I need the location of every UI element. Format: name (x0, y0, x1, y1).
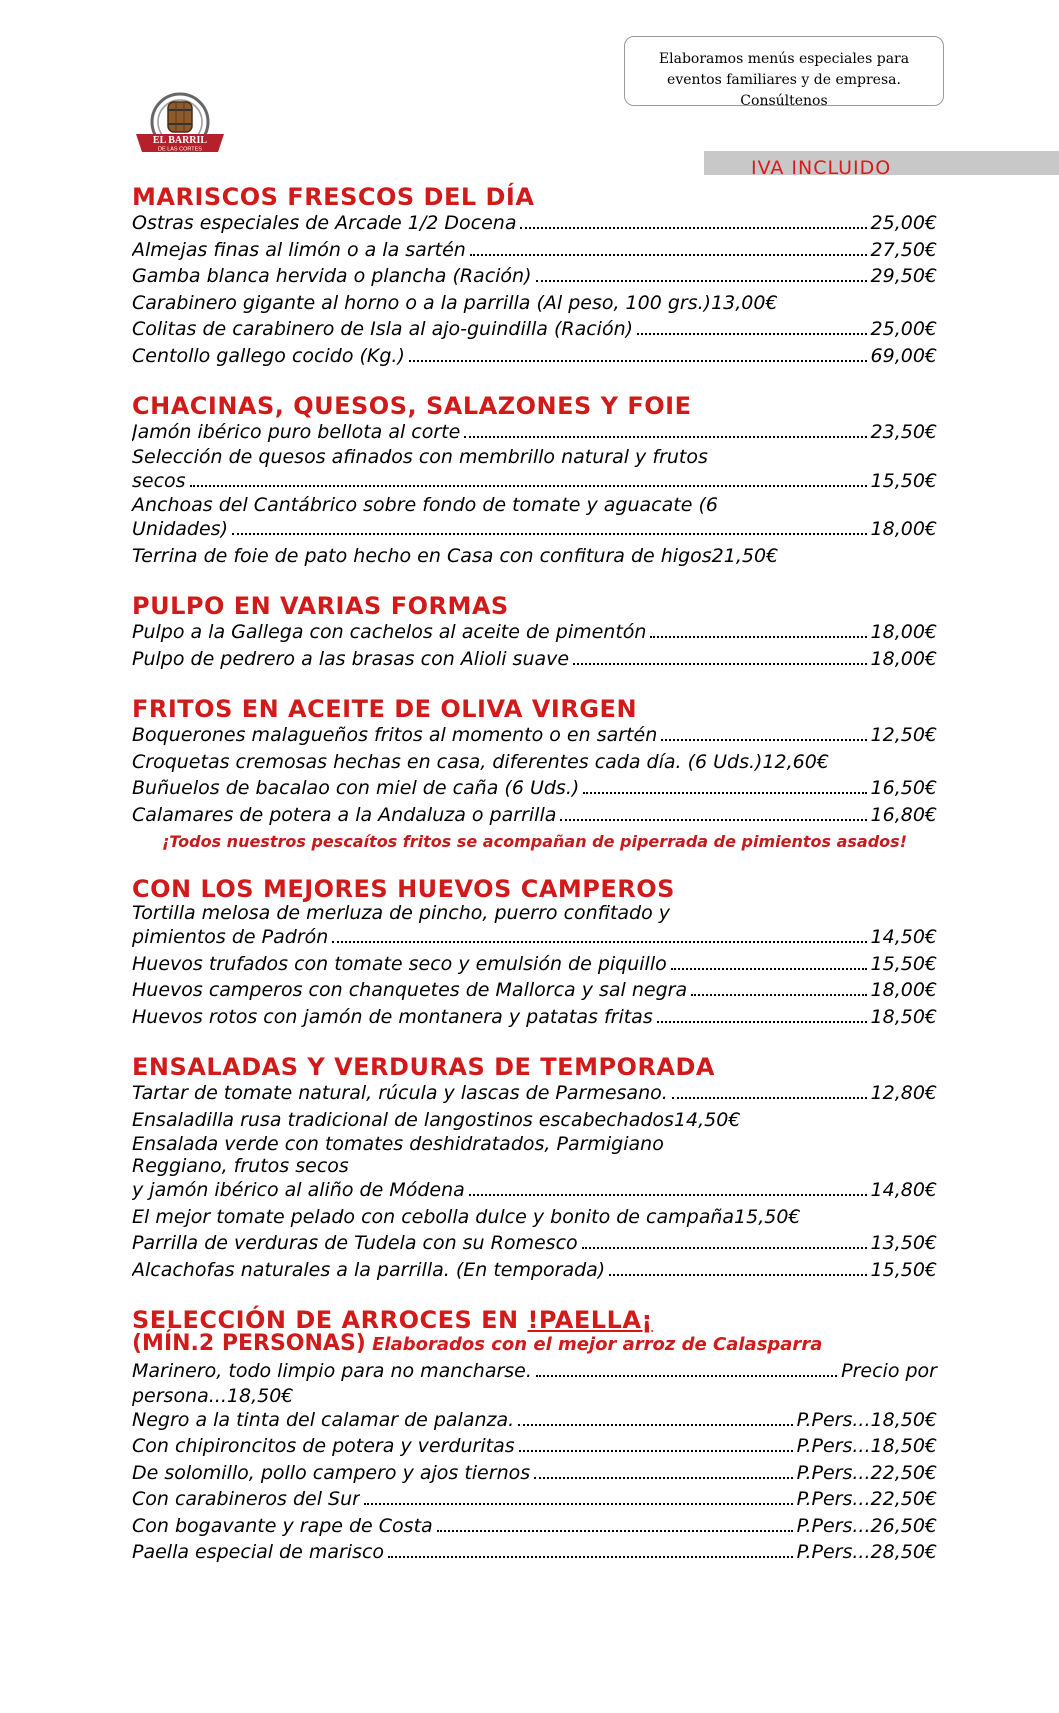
menu-item (132, 722, 937, 749)
menu-item (132, 1460, 937, 1487)
item-line: persona...18,50€ (132, 1384, 294, 1407)
item-name: Terrina de foie de pato hecho en Casa con confitura de higos (132, 544, 712, 567)
dot-leader (409, 360, 867, 362)
item-name: y jamón ibérico al aliño de Módena (132, 1179, 465, 1201)
menu-item (132, 619, 937, 646)
item-name: Tartar de tomate natural, rúcula y lascas de Parmesano. (132, 1082, 668, 1104)
dot-leader (388, 1556, 793, 1558)
menu-body (132, 184, 1032, 1590)
item-name: Paella especial de marisco (132, 1541, 385, 1563)
rice-origin: Elaborados con el mejor arroz de Calasparra (365, 1334, 823, 1355)
item-name: Boquerones malagueños fritos al momento o en sartén (132, 724, 658, 746)
dot-leader (573, 663, 866, 665)
menu-item (132, 237, 937, 264)
item-name: secos (132, 469, 186, 492)
title-prefix: SELECCIÓN DE ARROCES EN (132, 1306, 528, 1334)
menu-item (132, 210, 937, 237)
item-name: Huevos camperos con chanquetes de Mallorca y sal negra (132, 979, 688, 1001)
item-price: 18,50€ (870, 1005, 937, 1028)
item-price: 15,50€ (870, 469, 937, 492)
item-price: 25,00€ (870, 318, 937, 340)
item-price: 27,50€ (870, 238, 937, 261)
menu-item (132, 1177, 937, 1204)
section-mariscos (132, 184, 1032, 369)
notice-line-3: Consúltenos (740, 93, 828, 106)
item-line: Reggiano, frutos secos (132, 1155, 349, 1177)
dot-leader (364, 1503, 793, 1505)
menu-item (132, 1004, 937, 1031)
item-price: 18,00€ (870, 518, 937, 540)
item-line: Anchoas del Cantábrico sobre fondo de tomate y aguacate (6 (132, 494, 718, 516)
menu-item (132, 290, 1012, 317)
menu-item (132, 1513, 937, 1540)
item-name: Con bogavante y rape de Costa (132, 1514, 433, 1537)
menu-item (132, 1433, 937, 1460)
item-price: 13,50€ (870, 1232, 937, 1254)
item-name: De solomillo, pollo campero y ajos tiernos (132, 1461, 531, 1484)
section-title: MARISCOS FRESCOS DEL DÍA (132, 183, 535, 211)
menu-item (132, 1407, 937, 1434)
dot-leader (520, 227, 866, 229)
item-name: Jamón ibérico puro bellota al corte (132, 421, 461, 443)
dot-leader (332, 941, 866, 943)
fried-fish-note: ¡Todos nuestros pescaítos fritos se acompañan de piperrada de pimientos asados! (162, 832, 907, 851)
item-name: Buñuelos de bacalao con miel de caña (6 Uds.) (132, 777, 580, 799)
item-name: Negro a la tinta del calamar de palanza. (132, 1408, 515, 1431)
item-price: 14,50€ (870, 926, 937, 948)
menu-item (132, 802, 937, 829)
item-price: 15,50€ (734, 1205, 801, 1228)
item-name: Gamba blanca hervida o plancha (Ración) (132, 265, 532, 287)
section-title: ENSALADAS Y VERDURAS DE TEMPORADA (132, 1053, 715, 1081)
item-name: Calamares de potera a la Andaluza o parrilla (132, 803, 557, 826)
dot-leader (470, 254, 867, 256)
item-line: Tortilla melosa de merluza de pincho, puerro confitado y (132, 902, 671, 924)
item-price: P.Pers...28,50€ (796, 1541, 937, 1563)
menu-item (132, 516, 937, 543)
item-name: Marinero, todo limpio para no mancharse. (132, 1360, 532, 1382)
barrel-logo-icon (130, 90, 230, 160)
item-price: P.Pers...22,50€ (796, 1461, 937, 1484)
section-huevos (132, 876, 1032, 1030)
item-name: Ensaladilla rusa tradicional de langostinos escabechados (132, 1108, 674, 1131)
logo-text-2: DE LAS CORTES (158, 146, 202, 153)
item-name: pimientos de Padrón (132, 926, 329, 948)
item-price: 13,00€ (711, 291, 778, 314)
dot-leader (637, 333, 866, 335)
item-price: 16,50€ (870, 777, 937, 799)
item-price: 12,80€ (870, 1082, 937, 1104)
iva-banner (704, 151, 1059, 175)
menu-item (132, 468, 937, 495)
min-persons: (MÍN.2 PERSONAS) (132, 1331, 366, 1356)
dot-leader (469, 1194, 867, 1196)
title-paella: !PAELLA¡ (527, 1306, 653, 1334)
item-price: 18,00€ (870, 621, 937, 643)
item-name: Con carabineros del Sur (132, 1488, 360, 1510)
item-price: 16,80€ (870, 803, 937, 826)
dot-leader (536, 1375, 837, 1377)
dot-leader (657, 1021, 867, 1023)
dot-leader (519, 1450, 793, 1452)
item-price: 25,00€ (870, 212, 937, 234)
item-name: Parrilla de verduras de Tudela con su Romesco (132, 1232, 578, 1254)
item-price: 12,60€ (762, 750, 829, 773)
menu-item (132, 343, 937, 370)
item-name: Pulpo de pedrero a las brasas con Alioli suave (132, 647, 570, 670)
dot-leader (691, 994, 866, 996)
dot-leader (650, 636, 866, 638)
menu-item (132, 1486, 937, 1513)
logo-text-1: EL BARRIL (152, 135, 208, 146)
menu-item (132, 1539, 937, 1566)
menu-item (132, 1204, 1012, 1231)
section-pulpo (132, 593, 1032, 672)
section-title: CHACINAS, QUESOS, SALAZONES Y FOIE (132, 392, 692, 420)
section-title (132, 1307, 1032, 1333)
menu-item (132, 775, 937, 802)
dot-leader (560, 819, 866, 821)
item-name: Pulpo a la Gallega con cachelos al aceite de pimentón (132, 621, 647, 643)
item-line: Ensalada verde con tomates deshidratados, Parmigiano (132, 1133, 664, 1155)
item-price: Precio por (841, 1360, 937, 1382)
item-name: Centollo gallego cocido (Kg.) (132, 344, 405, 367)
section-ensaladas (132, 1054, 1032, 1283)
item-name: Huevos rotos con jamón de montanera y patatas fritas (132, 1005, 653, 1028)
menu-item (132, 749, 1012, 776)
menu-item (132, 924, 937, 951)
item-name: Carabinero gigante al horno o a la parrilla (Al peso, 100 grs.) (132, 291, 712, 314)
item-price: 14,50€ (673, 1108, 741, 1131)
dot-leader (583, 792, 866, 794)
item-price: 15,50€ (870, 1258, 937, 1281)
item-name: Almejas finas al limón o a la sartén (132, 238, 466, 261)
item-price: 23,50€ (870, 421, 937, 443)
item-price: P.Pers...22,50€ (796, 1488, 937, 1510)
menu-item (132, 543, 1012, 570)
item-name: Unidades) (132, 518, 228, 540)
iva-label: IVA INCLUIDO (751, 157, 892, 175)
item-name: Alcachofas naturales a la parrilla. (En temporada) (132, 1258, 606, 1281)
item-price: 18,00€ (870, 647, 937, 670)
item-name: Huevos trufados con tomate seco y emulsión de piquillo (132, 952, 667, 975)
item-price: 18,00€ (870, 979, 937, 1001)
section-title: PULPO EN VARIAS FORMAS (132, 592, 509, 620)
notice-line-2: eventos familiares y de empresa. (667, 72, 901, 88)
menu-item (132, 951, 937, 978)
dot-leader (464, 436, 866, 438)
item-price: 12,50€ (870, 724, 937, 746)
menu-item (132, 1257, 937, 1284)
item-line: Selección de quesos afinados con membrillo natural y frutos (132, 445, 708, 468)
item-name: Colitas de carabinero de Isla al ajo-guindilla (Ración) (132, 318, 634, 340)
menu-item (132, 1230, 937, 1257)
dot-leader (661, 739, 866, 741)
dot-leader (672, 1097, 867, 1099)
item-price: P.Pers...18,50€ (796, 1408, 937, 1431)
item-price: 15,50€ (870, 952, 937, 975)
menu-item (132, 1080, 937, 1107)
menu-item (132, 316, 937, 343)
menu-item (132, 419, 937, 446)
item-name: Ostras especiales de Arcade 1/2 Docena (132, 212, 517, 234)
dot-leader (232, 533, 867, 535)
item-name: Croquetas cremosas hechas en casa, diferentes cada día. (6 Uds.) (132, 750, 763, 773)
dot-leader (190, 485, 867, 487)
item-name: El mejor tomate pelado con cebolla dulce y bonito de campaña (132, 1205, 735, 1228)
menu-item (132, 1107, 937, 1134)
item-price: P.Pers...26,50€ (796, 1514, 937, 1537)
menu-item (132, 1358, 937, 1385)
dot-leader (671, 968, 867, 970)
dot-leader (518, 1424, 792, 1426)
menu-item (132, 263, 937, 290)
item-price: P.Pers...18,50€ (796, 1435, 937, 1457)
section-title: CON LOS MEJORES HUEVOS CAMPEROS (132, 875, 675, 903)
section-subtitle (132, 1333, 937, 1356)
notice-line-1: Elaboramos menús especiales para (658, 51, 910, 67)
dot-leader (534, 1477, 793, 1479)
events-notice (624, 36, 944, 106)
menu-item (132, 646, 937, 673)
section-chacinas (132, 393, 1032, 569)
barrel-logo (130, 90, 230, 160)
item-price: 29,50€ (870, 265, 937, 287)
item-price: 21,50€ (711, 544, 779, 567)
item-name: Con chipironcitos de potera y verduritas (132, 1435, 515, 1457)
section-fritos (132, 696, 1032, 852)
dot-leader (437, 1530, 793, 1532)
section-arroces (132, 1307, 1032, 1566)
dot-leader (609, 1274, 866, 1276)
item-price: 14,80€ (870, 1179, 937, 1201)
dot-leader (582, 1247, 867, 1249)
section-title: FRITOS EN ACEITE DE OLIVA VIRGEN (132, 695, 638, 723)
dot-leader (536, 280, 867, 282)
item-price: 69,00€ (870, 344, 937, 367)
menu-item (132, 977, 937, 1004)
